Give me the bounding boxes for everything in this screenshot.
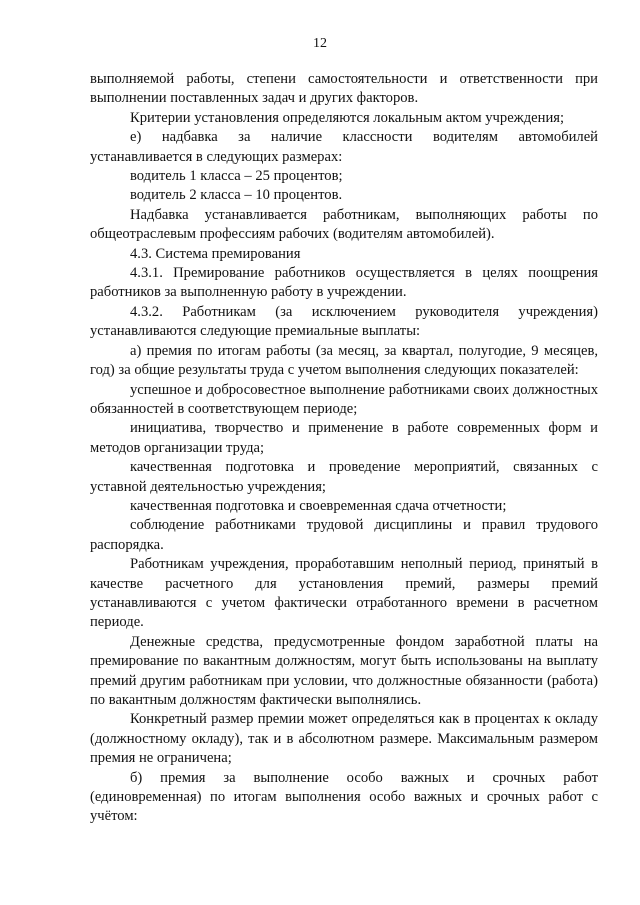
paragraph-continuation: выполняемой работы, степени самостоятельности и ответственности при выполнении поставленных задач и других факторов.: [90, 71, 598, 107]
paragraph-driver-class-2: водитель 2 класса – 10 процентов.: [130, 187, 343, 204]
paragraph-bonus-b: б) премия за выполнение особо важных и срочных работ (единовременная) по итогам выполнения особо важных и срочных работ с учётом:: [90, 769, 598, 825]
paragraph-indicator-2: инициатива, творчество и применение в работе современных форм и методов организации труда;: [90, 420, 598, 456]
paragraph-driver-allowance: е) надбавка за наличие классности водителям автомобилей устанавливается в следующих размерах:: [90, 129, 598, 165]
document-body: [90, 70, 598, 827]
paragraph-4-3-1: 4.3.1. Премирование работников осуществляется в целях поощрения работников за выполненную работу в учреждении.: [90, 265, 598, 301]
paragraph-criteria: Критерии установления определяются локальным актом учреждения;: [130, 109, 565, 126]
paragraph-4-3-2: 4.3.2. Работникам (за исключением руководителя учреждения) устанавливаются следующие премиальные выплаты:: [90, 303, 598, 340]
paragraph-partial-period: Работникам учреждения, проработавшим неполный период, принятый в качестве расчетного для установления премий, размеры премий устанавливаются с учетом фактически отработанного времени в расчетном периоде.: [90, 556, 598, 631]
section-heading-4-3: 4.3. Система премирования: [130, 245, 301, 262]
paragraph-indicator-5: соблюдение работниками трудовой дисциплины и правил трудового распорядка.: [90, 517, 598, 553]
paragraph-indicator-3: качественная подготовка и проведение мероприятий, связанных с уставной деятельностью учреждения;: [90, 459, 598, 495]
paragraph-allowance-note: Надбавка устанавливается работникам, выполняющих работы по общеотраслевым профессиям рабочих (водителям автомобилей).: [90, 206, 598, 243]
paragraph-bonus-a: а) премия по итогам работы (за месяц, за квартал, полугодие, 9 месяцев, год) за общие результаты труда с учетом выполнения следующих показателей:: [90, 342, 598, 379]
paragraph-driver-class-1: водитель 1 класса – 25 процентов;: [130, 168, 343, 185]
paragraph-indicator-1: успешное и добросовестное выполнение работниками своих должностных обязанностей в соответствующем периоде;: [90, 381, 598, 417]
paragraph-vacancy-funds: Денежные средства, предусмотренные фондом заработной платы на премирование по вакантным должностям, могут быть использованы на выплату премий другим работникам при условии, что должностные обязанности (работа) по вакантным должностям фактически выполнялись.: [90, 633, 598, 708]
page-number: 12: [313, 36, 327, 51]
paragraph-indicator-4: качественная подготовка и своевременная сдача отчетности;: [130, 497, 507, 514]
paragraph-bonus-size: Конкретный размер премии может определяться как в процентах к окладу (должностному окладу), так и в абсолютном размере. Максимальным размером премия не ограничена;: [90, 711, 598, 767]
